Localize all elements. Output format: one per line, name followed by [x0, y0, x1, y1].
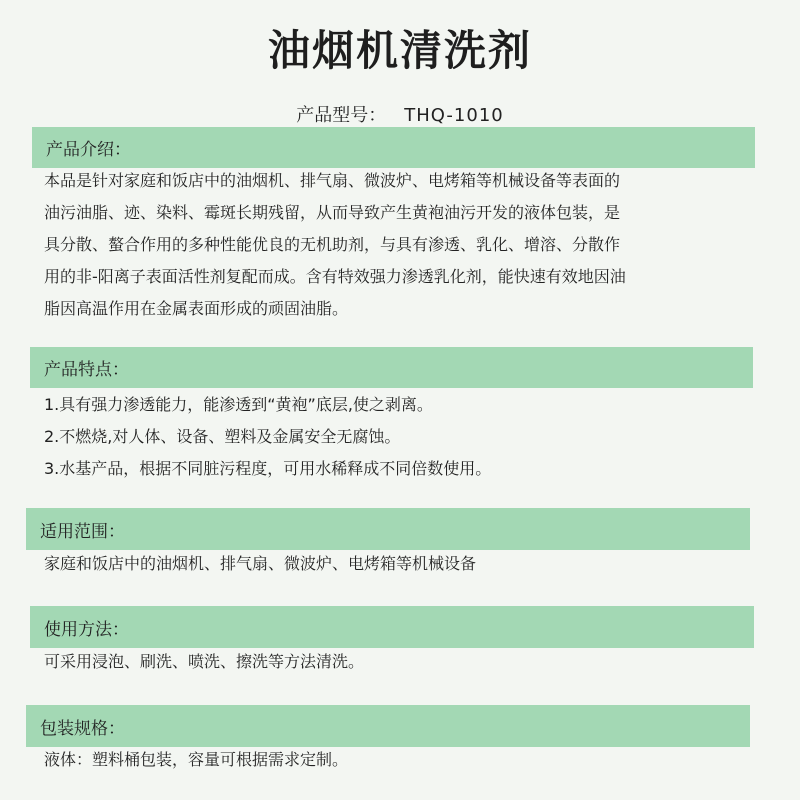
feature-item: 1.具有强力渗透能力，能渗透到“黄袍”底层,使之剥离。 — [44, 395, 433, 414]
usage-text: 可采用浸泡、刷洗、喷洗、擦洗等方法清洗。 — [44, 652, 365, 671]
scope-text: 家庭和饭店中的油烟机、排气扇、微波炉、电烤箱等机械设备 — [44, 554, 477, 573]
features-heading-bar — [30, 347, 753, 388]
features-heading: 产品特点： — [44, 360, 129, 380]
packaging-body — [44, 744, 744, 776]
intro-heading: 产品介绍： — [46, 140, 131, 160]
model-label: 产品型号： — [296, 105, 387, 126]
scope-heading: 适用范围： — [40, 521, 125, 542]
packaging-heading: 包装规格： — [40, 718, 125, 739]
features-body — [44, 389, 744, 485]
intro-line: 具分散、螯合作用的多种性能优良的无机助剂，与具有渗透、乳化、增溶、分散作 — [44, 235, 621, 254]
scope-heading-bar — [26, 508, 750, 550]
intro-body — [44, 165, 744, 325]
packaging-heading-bar — [26, 705, 750, 747]
usage-body — [44, 646, 744, 678]
scope-body — [44, 548, 744, 580]
model-value: THQ-1010 — [404, 105, 504, 126]
packaging-text: 液体：塑料桶包装，容量可根据需求定制。 — [44, 750, 349, 769]
intro-line: 脂因高温作用在金属表面形成的顽固油脂。 — [44, 299, 349, 318]
feature-item: 3.水基产品，根据不同脏污程度，可用水稀释成不同倍数使用。 — [44, 459, 492, 478]
model-line — [0, 101, 800, 127]
intro-heading-bar — [32, 127, 755, 168]
usage-heading: 使用方法： — [44, 619, 129, 640]
intro-line: 用的非-阳离子表面活性剂复配而成。含有特效强力渗透乳化剂，能快速有效地因油 — [44, 267, 626, 286]
intro-line: 本品是针对家庭和饭店中的油烟机、排气扇、微波炉、电烤箱等机械设备等表面的 — [44, 171, 621, 190]
usage-heading-bar — [30, 606, 754, 648]
page-title: 油烟机清洗剂 — [267, 26, 532, 75]
intro-line: 油污油脂、迹、染料、霉斑长期残留，从而导致产生黄袍油污开发的液体包装，是 — [44, 203, 621, 222]
feature-item: 2.不燃烧,对人体、设备、塑料及金属安全无腐蚀。 — [44, 427, 401, 446]
